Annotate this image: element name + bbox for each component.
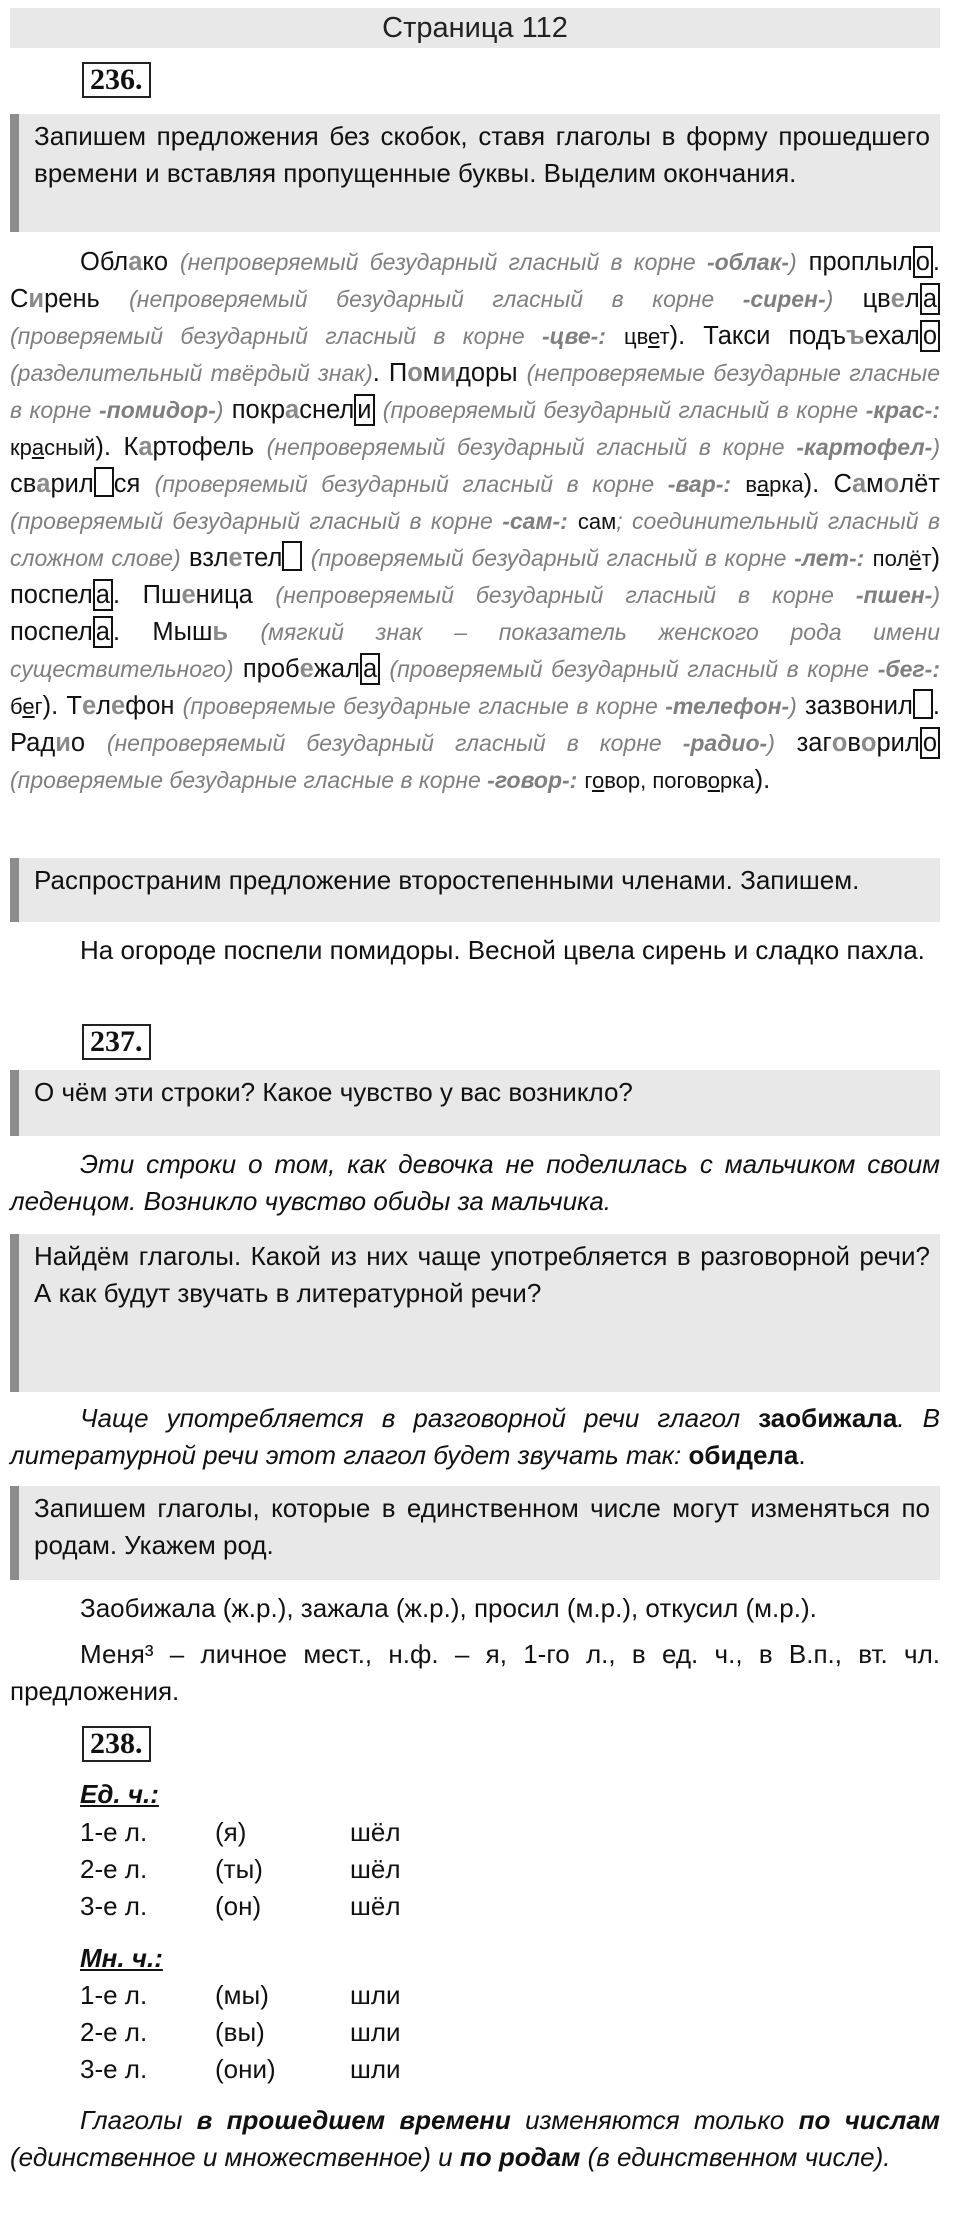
answer-text: . В литературной речи этот глагол будет звучать так:	[10, 1403, 940, 1470]
conclusion-emphasis: по родам	[459, 2142, 581, 2172]
conclusion-text: (в единственном числе).	[580, 2142, 891, 2172]
task-237-2: Найдём глаголы. Какой из них чаще употребляется в разговорной речи? А как будут звучать в литературной речи?	[10, 1234, 940, 1392]
verb: шли	[350, 1980, 401, 2010]
pronoun: (я)	[215, 1817, 247, 1847]
person: 1-е л.	[80, 1980, 148, 2010]
person: 3-е л.	[80, 2054, 148, 2084]
task-237-3: Запишем глаголы, которые в единственном числе могут изменяться по родам. Укажем род.	[10, 1486, 940, 1580]
pronoun: (он)	[215, 1891, 262, 1921]
conclusion-emphasis: по числам	[798, 2105, 941, 2135]
exercise-number-236: 236.	[82, 62, 151, 98]
person: 2-е л.	[80, 1854, 148, 1884]
conclusion-text: (единственное и множественное) и	[10, 2142, 460, 2172]
conclusion-text: изменяются только	[510, 2105, 799, 2135]
verb: шёл	[350, 1891, 401, 1921]
answer-text: Чаще употребляется в разговорной речи глагол	[80, 1403, 741, 1433]
pronoun-analysis: Меня³ – личное мест., н.ф. – я, 1-го л., в ед. ч., в В.п., вт. чл. предложения.	[10, 1639, 940, 1706]
pronoun: (ты)	[215, 1854, 263, 1884]
verbs-with-gender: Заобижала (ж.р.), зажала (ж.р.), просил (м.р.), откусил (м.р.).	[80, 1593, 817, 1623]
exercise-number-238: 238.	[82, 1726, 151, 1762]
task-236-2: Распространим предложение второстепенными членами. Запишем.	[10, 858, 940, 922]
person: 3-е л.	[80, 1891, 148, 1921]
pronoun: (вы)	[215, 2017, 265, 2047]
person: 2-е л.	[80, 2017, 148, 2047]
answer-236-2: На огороде поспели помидоры. Весной цвела сирень и сладко пахла.	[80, 935, 925, 965]
answer-237-1: Эти строки о том, как девочка не поделилась с мальчиком своим леденцом. Возникло чувство обиды за мальчика.	[10, 1149, 940, 1216]
verb: шли	[350, 2054, 401, 2084]
page-title: Страница 112	[10, 8, 940, 48]
pronoun: (они)	[215, 2054, 276, 2084]
exercise-number-237: 237.	[82, 1024, 151, 1060]
answer-237-2	[10, 1400, 940, 1474]
answer-text: .	[798, 1440, 806, 1470]
plural-heading: Мн. ч.:	[80, 1943, 163, 1973]
task-237-1: О чём эти строки? Какое чувство у вас возникло?	[10, 1070, 940, 1136]
singular-heading: Ед. ч.:	[80, 1779, 159, 1809]
conclusion-text: Глаголы	[80, 2105, 197, 2135]
verb: шли	[350, 2017, 401, 2047]
pronoun: (мы)	[215, 1980, 269, 2010]
verb: шёл	[350, 1817, 401, 1847]
task-236-1: Запишем предложения без скобок, ставя глаголы в форму прошедшего времени и вставляя пропущенные буквы. Выделим окончания.	[10, 114, 940, 232]
verb-literary: обидела	[688, 1440, 799, 1470]
person: 1-е л.	[80, 1817, 148, 1847]
conclusion-emphasis: в прошедшем времени	[196, 2105, 511, 2135]
verb-colloquial: заобижала	[758, 1403, 898, 1433]
conclusion-238	[10, 2102, 940, 2176]
verb: шёл	[350, 1854, 401, 1884]
answer-236-1: Облако (непроверяемый безударный гласный в корне -облак-) проплыл о . Сирень (непроверяемый безударный гласный в корне -сирен-) цвел а (проверяемый безударный гласный в корне -цве-: цвет). Такси подъъехал о (разделительный твёрдый знак). Помидоры (непроверяемые безударные гласные в корне -помидор-) покраснел и (проверяемый безударный гласный в корне -крас-: красный). Картофель (непроверяемый безударный гласный в корне -картофел-) сварил ся (проверяемый безударный гласный в корне -вар-: варка). Самолёт (проверяемый безударный гласный в корне -сам-: сам; соединительный гласный в сложном слове) взлетел (проверяемый безударный гласный в корне -лет-: полёт) поспел а . Пшеница (непроверяемый безударный гласный в корне -пшен-) поспел а . Мышь (мягкий знак – показатель женского рода имени существительного) пробежал а (проверяемый безударный гласный в корне -бег-: бег). Телефон (проверяемые безударные гласные в корне -телефон-) зазвонил . Радио (непроверяемый безударный гласный в корне -радио-) заговорил о (проверяемые безударные гласные в корне -говор-: говор, поговорка).	[10, 248, 941, 794]
